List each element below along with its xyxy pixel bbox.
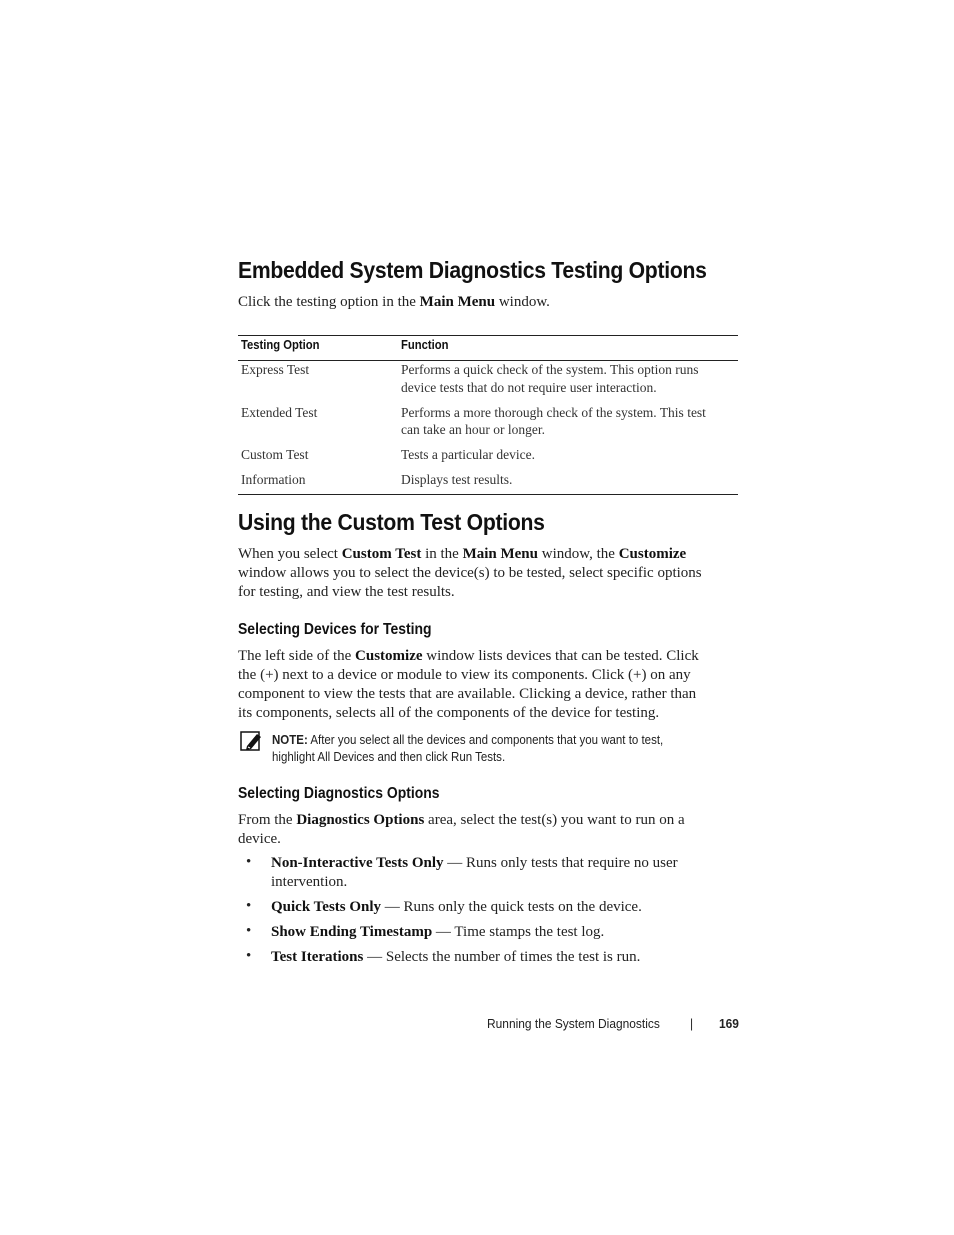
paragraph-line: device. bbox=[238, 831, 281, 847]
bullet-marker: • bbox=[246, 854, 252, 870]
bold-diagnostics-options: Diagnostics Options bbox=[296, 812, 425, 828]
table-bottom-rule bbox=[238, 494, 738, 495]
page-title-testing-options: Embedded System Diagnostics Testing Options bbox=[238, 257, 707, 283]
text: . bbox=[501, 750, 506, 764]
list-item-term: Quick Tests Only bbox=[271, 899, 382, 915]
text: highlight bbox=[272, 750, 318, 764]
list-item-line: intervention. bbox=[271, 874, 348, 890]
row-function-line1: Performs a quick check of the system. This option runs bbox=[401, 362, 699, 377]
row-option: Express Test bbox=[241, 362, 310, 377]
intro-text: Click the testing option in the bbox=[238, 294, 420, 310]
diagnostics-options-paragraph bbox=[238, 811, 738, 849]
list-item-text: — Runs only tests that require no user bbox=[443, 855, 678, 871]
bullet-marker: • bbox=[246, 923, 252, 939]
note-label: NOTE: bbox=[272, 733, 308, 747]
bold-main-menu: Main Menu bbox=[462, 546, 538, 562]
text-all-devices: All Devices bbox=[317, 750, 375, 764]
paragraph-line: its components, selects all of the components of the device for testing. bbox=[238, 705, 660, 721]
note-line bbox=[272, 732, 723, 749]
row-option: Custom Test bbox=[241, 447, 309, 462]
intro-bold: Main Menu bbox=[419, 294, 496, 310]
list-item bbox=[271, 854, 741, 892]
row-function-line2: can take an hour or longer. bbox=[401, 422, 545, 437]
paragraph-line: window allows you to select the device(s) to be tested, select specific options bbox=[238, 565, 702, 581]
paragraph-line: component to view the tests that are available. Clicking a device, rather than bbox=[238, 686, 697, 702]
table-header-option: Testing Option bbox=[241, 338, 320, 352]
list-item-line bbox=[271, 854, 741, 873]
paragraph-line bbox=[238, 647, 738, 666]
heading-custom-test-options: Using the Custom Test Options bbox=[238, 509, 545, 535]
list-item-term: Test Iterations bbox=[271, 949, 364, 965]
table-header-function: Function bbox=[401, 338, 449, 352]
bold-customize: Customize bbox=[355, 648, 423, 664]
note-pencil-icon bbox=[240, 731, 262, 756]
bullet-marker: • bbox=[246, 898, 252, 914]
row-function-line2: device tests that do not require user interaction. bbox=[401, 380, 657, 395]
custom-test-paragraph bbox=[238, 545, 738, 602]
text: After you select all the devices and components that you want to test, bbox=[307, 733, 664, 747]
text: window, the bbox=[538, 546, 619, 562]
row-function-line1: Tests a particular device. bbox=[401, 447, 535, 462]
note-line bbox=[272, 749, 723, 766]
text: area, select the test(s) you want to run on a bbox=[424, 812, 685, 828]
footer-chapter-title: Running the System Diagnostics bbox=[487, 1016, 660, 1031]
row-function-line1: Performs a more thorough check of the system. This test bbox=[401, 405, 706, 420]
list-item-text: — Time stamps the test log. bbox=[432, 924, 605, 940]
bold-customize: Customize bbox=[618, 546, 687, 562]
footer-separator: | bbox=[690, 1016, 694, 1031]
list-item-text: — Runs only the quick tests on the device. bbox=[381, 899, 642, 915]
text: The left side of the bbox=[238, 648, 356, 664]
text: window lists devices that can be tested. Click bbox=[422, 648, 699, 664]
row-option: Extended Test bbox=[241, 405, 318, 420]
text: and then click bbox=[374, 750, 452, 764]
paragraph-line: for testing, and view the test results. bbox=[238, 584, 455, 600]
list-item-term: Show Ending Timestamp bbox=[271, 924, 433, 940]
text-run-tests: Run Tests bbox=[451, 750, 502, 764]
list-item bbox=[271, 923, 741, 942]
row-function-line1: Displays test results. bbox=[401, 472, 513, 487]
list-item-term: Non-Interactive Tests Only bbox=[271, 855, 444, 871]
text: From the bbox=[238, 812, 297, 828]
paragraph-line bbox=[238, 811, 738, 830]
intro-text-end: window. bbox=[495, 294, 550, 310]
heading-selecting-diagnostics-options: Selecting Diagnostics Options bbox=[238, 785, 440, 802]
list-item bbox=[271, 948, 741, 967]
table-top-rule bbox=[238, 335, 738, 336]
paragraph-line bbox=[238, 545, 738, 564]
selecting-devices-paragraph bbox=[238, 647, 738, 723]
bold-custom-test: Custom Test bbox=[341, 546, 422, 562]
list-item bbox=[271, 898, 741, 917]
testing-options-intro bbox=[238, 293, 550, 312]
note-text bbox=[272, 732, 723, 766]
bullet-marker: • bbox=[246, 948, 252, 964]
text: in the bbox=[421, 546, 463, 562]
list-item-text: — Selects the number of times the test is run. bbox=[363, 949, 641, 965]
text: When you select bbox=[238, 546, 342, 562]
paragraph-line: the (+) next to a device or module to view its components. Click (+) on any bbox=[238, 667, 691, 683]
row-option: Information bbox=[241, 472, 306, 487]
heading-selecting-devices: Selecting Devices for Testing bbox=[238, 621, 432, 638]
footer-page-number: 169 bbox=[719, 1016, 739, 1031]
